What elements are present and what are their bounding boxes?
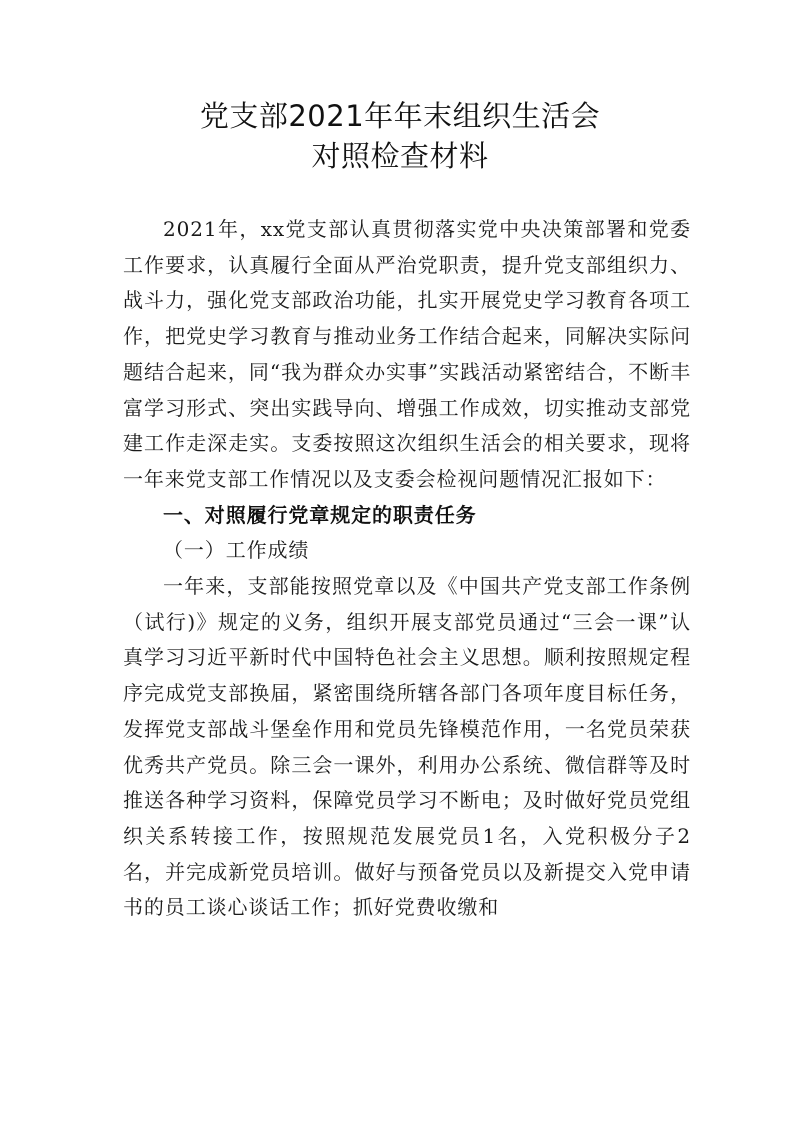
intro-paragraph: 2021年，xx党支部认真贯彻落实党中央决策部署和党委工作要求，认真履行全面从严治党职责，提升党支部组织力、战斗力，强化党支部政治功能，扎实开展党史学习教育各项工作，把党史学习教育与推动业务工作结合起来，同解决实际问题结合起来，同“我为群众办实事”实践活动紧密结合，不断丰富学习形式、突出实践导向、增强工作成效，切实推动支部党建工作走深走实。支委按照这次组织生活会的相关要求，现将一年来党支部工作情况以及支委会检视问题情况汇报如下： xyxy=(123,217,691,491)
title-line-2: 对照检查材料 xyxy=(311,139,489,173)
document-title xyxy=(0,96,800,176)
subsection-paragraph: 一年来，支部能按照党章以及《中国共产党支部工作条例（试行)》规定的义务，组织开展支部党员通过“三会一课”认真学习习近平新时代中国特色社会主义思想。顺利按照规定程序完成党支部换届，紧密围绕所辖各部门各项年度目标任务，发挥党支部战斗堡垒作用和党员先锋模范作用，一名党员荣获优秀共产党员。除三会一课外，利用办公系统、微信群等及时推送各种学习资料，保障党员学习不断电；及时做好党员党组织关系转接工作，按照规范发展党员1名，入党积极分子2名，并完成新党员培训。做好与预备党员以及新提交入党申请书的员工谈心谈话工作；抓好党费收缴和 xyxy=(123,574,691,920)
section-heading: 一、对照履行党章规定的职责任务 xyxy=(163,502,477,527)
title-line-1: 党支部2021年年末组织生活会 xyxy=(199,99,601,133)
subsection-heading: （一）工作成绩 xyxy=(163,538,310,563)
document-body xyxy=(123,212,691,926)
